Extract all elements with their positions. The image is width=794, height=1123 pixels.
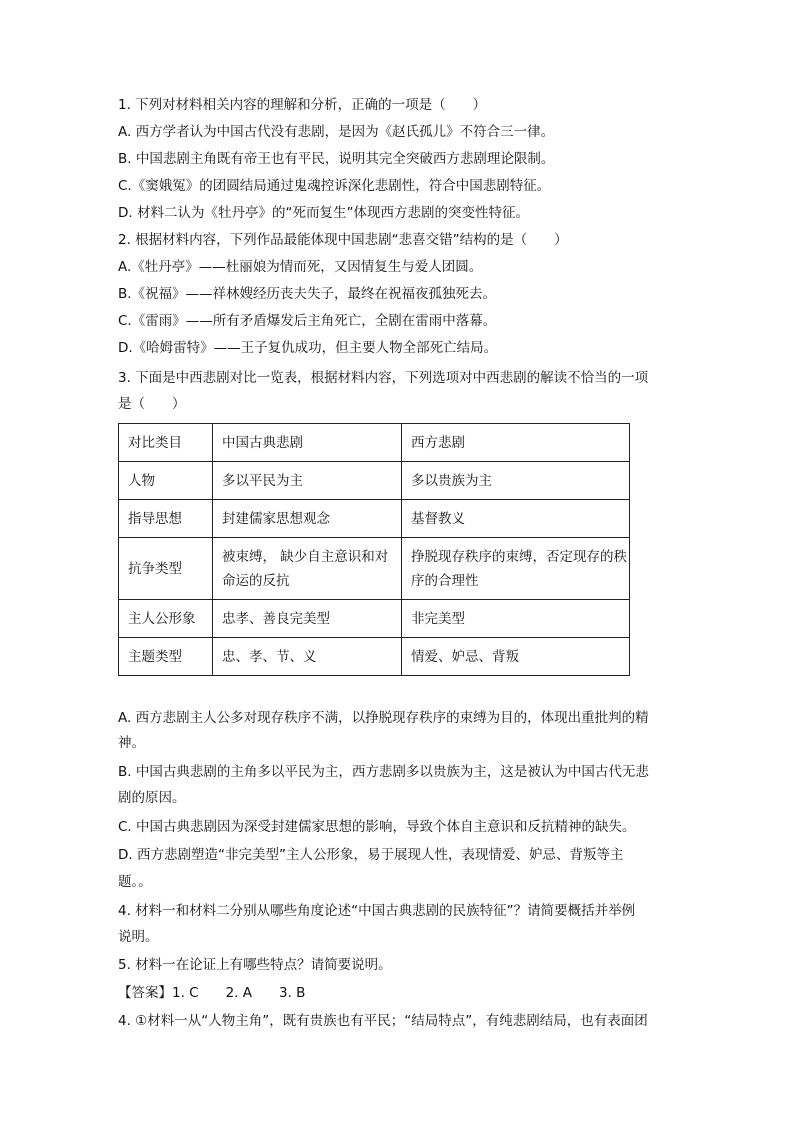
- q2-option-c: C.《雷雨》——所有矛盾爆发后主角死亡，全剧在雷雨中落幕。: [118, 313, 497, 329]
- table-header-cell: 中国古典悲剧: [213, 424, 402, 462]
- table-cell: 忠孝、善良完美型: [213, 600, 402, 638]
- table-cell: 多以贵族为主: [402, 462, 630, 500]
- q2-option-a: A.《牡丹亭》——杜丽娘为情而死，又因情复生与爱人团圆。: [118, 259, 483, 275]
- table-header-row: [119, 424, 630, 462]
- q1-option-d: D. 材料二认为《牡丹亭》的“死而复生”体现西方悲剧的突变性特征。: [118, 205, 529, 221]
- table-cell: 封建儒家思想观念: [213, 500, 402, 538]
- q3-stem-line2: 是（ ）: [118, 396, 186, 412]
- q3-stem-line1: 3. 下面是中西悲剧对比一览表，根据材料内容，下列选项对中西悲剧的解读不恰当的一项: [118, 370, 649, 386]
- q1-option-b: B. 中国悲剧主角既有帝王也有平民，说明其完全突破西方悲剧理论限制。: [118, 151, 555, 167]
- q1-option-c: C.《窦娥冤》的团圆结局通过鬼魂控诉深化悲剧性，符合中国悲剧特征。: [118, 178, 551, 194]
- q3-option-b-line2: 剧的原因。: [118, 790, 186, 806]
- q4-stem-line1: 4. 材料一和材料二分别从哪些角度论述“中国古典悲剧的民族特征”？请简要概括并举例: [118, 903, 636, 919]
- table-cell: 挣脱现存秩序的束缚，否定现存的秩序的合理性: [402, 538, 630, 600]
- q3-option-d-line2: 题。。: [118, 874, 152, 890]
- table-cell: 主题类型: [119, 638, 213, 676]
- table-cell: 情爱、妒忌、背叛: [402, 638, 630, 676]
- answer-key: 【答案】1. C 2. A 3. B: [118, 985, 306, 1001]
- table-cell: 多以平民为主: [213, 462, 402, 500]
- table-cell: 非完美型: [402, 600, 630, 638]
- table-cell: 指导思想: [119, 500, 213, 538]
- q3-option-d-line1: D. 西方悲剧塑造“非完美型”主人公形象，易于展现人性，表现情爱、妒忌、背叛等主: [118, 847, 624, 863]
- table-row: [119, 600, 630, 638]
- table-row: [119, 462, 630, 500]
- q2-option-d: D.《哈姆雷特》——王子复仇成功，但主要人物全部死亡结局。: [118, 340, 498, 356]
- q1-stem: 1. 下列对材料相关内容的理解和分析，正确的一项是（ ）: [118, 97, 487, 113]
- table-row: [119, 500, 630, 538]
- table-cell: 主人公形象: [119, 600, 213, 638]
- table-row: [119, 638, 630, 676]
- q3-option-b-line1: B. 中国古典悲剧的主角多以平民为主，西方悲剧多以贵族为主，这是被认为中国古代无悲: [118, 764, 649, 780]
- table-header-cell: 西方悲剧: [402, 424, 630, 462]
- table-cell: 忠、孝、节、义: [213, 638, 402, 676]
- table-row: [119, 538, 630, 600]
- table-cell: 被束缚， 缺少自主意识和对命运的反抗: [213, 538, 402, 600]
- table-header-cell: 对比类目: [119, 424, 213, 462]
- comparison-table: [118, 423, 630, 676]
- q2-option-b: B.《祝福》——祥林嫂经历丧夫失子，最终在祝福夜孤独死去。: [118, 286, 497, 302]
- q3-option-c: C. 中国古典悲剧因为深受封建儒家思想的影响，导致个体自主意识和反抗精神的缺失。: [118, 819, 636, 835]
- table-cell: 抗争类型: [119, 538, 213, 600]
- q3-option-a-line2: 神。: [118, 735, 145, 751]
- q1-option-a: A. 西方学者认为中国古代没有悲剧，是因为《赵氏孤儿》不符合三一律。: [118, 124, 555, 140]
- q2-stem: 2. 根据材料内容，下列作品最能体现中国悲剧“悲喜交错”结构的是（ ）: [118, 232, 568, 248]
- q5-stem: 5. 材料一在论证上有哪些特点？请简要说明。: [118, 957, 392, 973]
- table-cell: 人物: [119, 462, 213, 500]
- answer-q4-start: 4. ①材料一从“人物主角”，既有贵族也有平民；“结局特点”，有纯悲剧结局，也有表面团: [118, 1013, 648, 1029]
- q4-stem-line2: 说明。: [118, 929, 159, 945]
- table-cell: 基督教义: [402, 500, 630, 538]
- q3-option-a-line1: A. 西方悲剧主人公多对现存秩序不满，以挣脱现存秩序的束缚为目的，体现出重批判的精: [118, 710, 649, 726]
